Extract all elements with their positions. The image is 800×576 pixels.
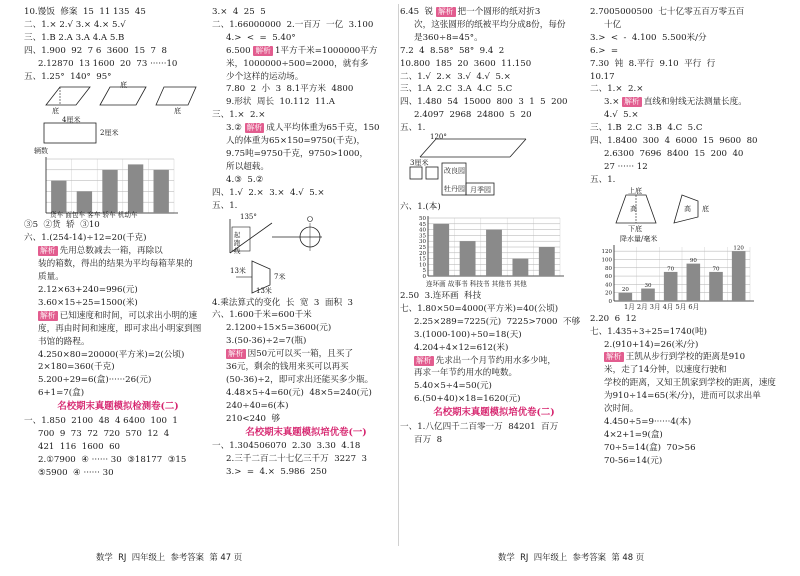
- answer-line: 2.1200÷15×5=3600(元): [226, 323, 332, 334]
- analysis-line: 是360÷8=45°。: [414, 32, 483, 43]
- analysis-line: 度，再由时间和速度，即可求出小明家到图: [38, 323, 202, 334]
- chart-svg: [590, 243, 780, 305]
- answer-line: 5.200÷29=6(盒)······26(元): [38, 375, 152, 386]
- answer-line: 2.25×289=7225(元) 7225>7000 不够: [414, 316, 581, 327]
- analysis-tag: 解析: [40, 310, 56, 320]
- tick-label: 35: [419, 233, 426, 240]
- answer-line: 7.80 2 小 3 8.1平方米 4800: [226, 84, 354, 95]
- analysis-line: 6.45 锐 解析 把一个圆形的纸对折3: [400, 7, 541, 17]
- tick-label: 20: [419, 250, 426, 257]
- base-label: 底: [52, 107, 59, 116]
- answer-line: 6+1=7(盒): [38, 388, 85, 399]
- analysis-line: 再求一年节约用水的吨数。: [414, 368, 518, 379]
- chart-category-labels: 1月 2月 3月 4月 5月 6月: [624, 302, 700, 311]
- data-label: 90: [689, 257, 697, 264]
- answer-line: 4.③ 5.②: [226, 174, 264, 185]
- answer-line: 3.× 4 25 5: [212, 7, 266, 17]
- answer-line: ③5 ②货 轿 ③10: [24, 220, 100, 231]
- answer-line: 10.800 185 20 3600 11.150: [400, 58, 532, 69]
- tick-label: 60: [605, 273, 612, 280]
- answer-line: 百万 8: [414, 434, 443, 445]
- answer-line: 2.4097 2968 24800 5 20: [414, 110, 532, 121]
- start-line-label: 起跑线: [234, 230, 241, 255]
- data-label: 70: [712, 266, 720, 273]
- garden-sketch: [400, 161, 588, 201]
- answer-line: 7.2 4 8.58° 58° 9.4 2: [400, 45, 505, 56]
- angle-label: 135°: [240, 212, 257, 221]
- answer-line: 2.(910+14)=26(米/分): [604, 339, 699, 350]
- analysis-line: 次时间。: [604, 404, 639, 415]
- base-label: 底: [120, 81, 127, 90]
- answer-line: 二、1.√ 2.× 3.√ 4.√ 5.×: [400, 71, 511, 82]
- chart-svg: [24, 155, 212, 220]
- section-title: 名校期末真题模拟培优卷(二): [433, 407, 555, 419]
- answer-line: 4.乘法算式的变化 长 宽 3 面积 3: [212, 297, 353, 308]
- answer-line: 3.(50-36)÷2=7(瓶): [226, 336, 307, 347]
- bar: [619, 292, 633, 300]
- bottom-base-label: 下底: [628, 224, 642, 233]
- height-label: 高: [684, 204, 691, 213]
- answer-line: 四、1.√ 2.× 3.× 4.√ 5.×: [212, 187, 325, 198]
- analysis-line: (50-36)÷2，即可求出还能买多少瓶。: [226, 374, 374, 385]
- answer-line: 六、1.600千米=600千米: [212, 310, 312, 321]
- analysis-tag: 解析: [246, 123, 263, 133]
- tick-label: 20: [605, 290, 612, 297]
- answer-line: 2.①7900 ④ ······ 30 ③18177 ③15: [38, 454, 187, 465]
- tick-label: 45: [419, 221, 426, 228]
- answer-line: 70-56=14(元): [604, 455, 663, 466]
- analysis-line: 3.② 解析 成人平均体重为65千克，150: [226, 123, 380, 134]
- analysis-line: 解析 已知速度和时间，可以求出小明的速: [40, 310, 198, 321]
- answer-line: 三、1.× 2.×: [212, 110, 266, 121]
- answer-line: 十亿: [604, 19, 622, 30]
- answer-line: 10.17: [590, 71, 615, 82]
- analysis-line: 人的体重为65×150=9750(千克)，: [226, 136, 366, 147]
- answer-line: 三、1.A 2.C 3.A 4.C 5.C: [400, 84, 513, 95]
- analysis-line: 6.500 解析 1平方千米=1000000平方: [226, 45, 378, 56]
- answer-line: 4.250×80=20000(平方米)=2(公顷): [38, 349, 185, 360]
- answer-line: 一、1.八亿四千二百零一万 84201 百万: [400, 422, 559, 433]
- length-label: 13米: [256, 286, 272, 295]
- garden-figure: [400, 161, 588, 201]
- answer-line: 9.形状 周长 10.112 11.A: [226, 97, 335, 108]
- tick-label: 10: [419, 262, 426, 269]
- bar-chart-rainfall: [590, 235, 780, 313]
- length-label: 7米: [274, 272, 286, 281]
- answer-line: 七、1.80×50=4000(平方米)=40(公顷): [400, 303, 559, 314]
- data-label: 30: [644, 282, 652, 289]
- answer-line: 二、1.× 2.×: [590, 84, 644, 95]
- answer-line: 70÷5=14(盒) 70>56: [604, 442, 696, 453]
- length-label: 3厘米: [410, 159, 429, 168]
- analysis-tag: 解析: [255, 45, 271, 55]
- answer-line: 五、1.: [590, 174, 616, 185]
- width-label: 2厘米: [100, 129, 119, 138]
- analysis-line: 书馆的路程。: [38, 336, 90, 347]
- bar: [486, 230, 502, 276]
- bar: [732, 251, 746, 301]
- garden-label: 改良园: [444, 167, 465, 176]
- bar: [460, 241, 476, 276]
- bar: [709, 272, 723, 301]
- tick-label: 15: [419, 256, 426, 263]
- tick-label: 50: [419, 215, 426, 222]
- tick-label: 0: [608, 298, 612, 305]
- bar: [102, 170, 117, 213]
- angle-label: 120°: [430, 133, 447, 142]
- tick-label: 80: [605, 265, 612, 272]
- rectangle-figure: [24, 117, 212, 147]
- analysis-line: 质量。: [38, 272, 64, 283]
- answer-line: 4.> < = 5.40°: [226, 32, 296, 43]
- garden-label: 月季园: [470, 186, 491, 195]
- tick-label: 120: [601, 248, 612, 255]
- answer-line: 3.> = 4.× 5.986 250: [226, 467, 327, 478]
- tick-label: 100: [601, 257, 612, 264]
- analysis-tag: 解析: [228, 349, 244, 359]
- analysis-line: 少个这样的运动场。: [226, 71, 304, 82]
- answer-line: 四、1.480 54 15000 800 3 1 5 200: [400, 97, 568, 108]
- tick-label: 30: [419, 239, 426, 246]
- answer-line: 2.50 3.连环画 科技: [400, 290, 482, 301]
- answer-line: 421 116 1600 60: [38, 441, 121, 452]
- analysis-line: 3.× 解析 直线和射线无法测量长度。: [604, 97, 747, 108]
- answer-line: 2.6300 7696 8400 15 200 40: [604, 148, 744, 159]
- answer-line: 27 ······ 12: [604, 161, 648, 172]
- analysis-line: 米，1000000÷500=2000，就有多: [226, 58, 369, 69]
- answer-line: 3.(1000-100)÷50=18(天): [414, 329, 522, 340]
- answer-line: 3.> < - 4.100 5.500米/分: [590, 32, 707, 43]
- section-title: 名校期末真题模拟培优卷(一): [245, 426, 367, 438]
- bar: [687, 263, 701, 300]
- chart-unit: 降水量/毫米: [620, 234, 658, 243]
- base-label: 底: [702, 204, 709, 213]
- column-1: [24, 6, 212, 480]
- answer-line: 210<240 够: [226, 413, 281, 424]
- analysis-line: 为910÷14=65(米/分)，进而可以求出单: [604, 391, 761, 402]
- bar: [154, 170, 169, 213]
- analysis-tag: 解析: [624, 97, 640, 107]
- analysis-line: 解析 王凯从步行到学校的距离是910: [606, 352, 746, 363]
- answer-line: 4×2+1=9(盒): [604, 429, 663, 440]
- answer-line: 五、1.: [400, 123, 426, 134]
- bar-chart-books: [400, 214, 588, 290]
- section-title: 名校期末真题模拟检测卷(二): [57, 401, 179, 413]
- answer-line: 7.30 钝 8.平行 9.10 平行 行: [590, 58, 716, 69]
- data-label: 70: [667, 266, 675, 273]
- answer-line: 2.7005000500 七十亿零五百万零五百: [590, 7, 745, 17]
- answer-line: 四、1.8400 300 4 6000 15 9600 80: [590, 136, 758, 147]
- answer-line: ⑤5900 ④ ······ 30: [38, 467, 114, 478]
- analysis-line: 学校的距离，又知王凯家到学校的距离，速度: [604, 378, 776, 389]
- analysis-line: 36元，剩余的钱用来买可以再买: [226, 362, 349, 373]
- analysis-tag: 解析: [437, 7, 454, 16]
- answer-line: 三、1.B 2.A 3.A 4.A 5.B: [24, 32, 125, 43]
- tick-label: 25: [419, 244, 426, 251]
- answer-line: 3.60×15÷25=1500(米): [38, 297, 138, 308]
- tick-label: 40: [605, 282, 612, 289]
- answer-line: 二、1.66000000 2.一百万 一亿 3.100: [212, 19, 374, 30]
- answer-line: 七、1.435÷3÷25=1740(吨): [590, 326, 707, 337]
- analysis-line: 解析 因50元可以买一箱，且买了: [228, 349, 354, 360]
- answer-line: 700 9 73 72 720 570 12 4: [38, 428, 170, 439]
- answer-line: 4.204÷4×12=612(米): [414, 342, 509, 353]
- bar: [433, 224, 449, 276]
- top-base-label: 上底: [628, 186, 642, 195]
- answer-line: 四、1.900 92 7 6 3600 15 7 8: [24, 45, 167, 56]
- length-label: 4厘米: [62, 116, 81, 125]
- bar: [51, 181, 66, 213]
- height-label: 高: [630, 204, 637, 213]
- analysis-line: 所以超载。: [226, 161, 269, 172]
- answer-line: 6.> =: [590, 45, 619, 56]
- data-label: 120: [733, 245, 744, 252]
- analysis-tag: 解析: [416, 355, 432, 365]
- column-4: [590, 6, 780, 468]
- answer-line: 2.三千二百二十七亿三千万 3227 3: [226, 454, 367, 465]
- chart-unit: 辆数: [34, 147, 48, 156]
- answer-line: 5.40×5÷4=50(元): [414, 381, 492, 392]
- chart-category-labels: 连环画 故事书 科技书 其他书 其他: [426, 279, 527, 288]
- analysis-line: 解析 先用总数减去一箱，再除以: [40, 246, 163, 257]
- answer-line: 二、1.× 2.√ 3.× 4.× 5.√: [24, 19, 126, 30]
- base-label: 底: [174, 107, 181, 116]
- trapezoid-figure: [590, 187, 780, 235]
- tick-label: 40: [419, 227, 426, 234]
- trapezoid-figure: [212, 257, 400, 297]
- bar: [512, 259, 528, 276]
- answer-line: 240÷40=6(本): [226, 400, 289, 411]
- answer-line: 4.√ 5.×: [604, 110, 639, 121]
- answer-line: 2×180=360(千克): [38, 362, 115, 373]
- analysis-tag: 解析: [606, 352, 622, 362]
- answer-line: 一、1.304506070 2.30 3.30 4.18: [212, 441, 361, 452]
- angle-track-figure: [212, 213, 400, 257]
- column-3: [400, 6, 588, 447]
- answer-line: 4.450÷5=9······4(本): [604, 416, 692, 427]
- bar: [664, 272, 678, 301]
- garden-label: 牡丹园: [444, 185, 465, 194]
- answer-line: 4.48×5÷4=60(元) 48×5=240(元): [226, 387, 372, 398]
- answer-line: 六、1.(254-14)÷12=20(千克): [24, 233, 147, 244]
- answer-line: 三、1.B 2.C 3.B 4.C 5.C: [590, 123, 703, 134]
- column-2: [212, 6, 400, 479]
- length-label: 13米: [230, 266, 246, 275]
- analysis-tag: 解析: [40, 246, 56, 256]
- tick-label: 0: [422, 273, 426, 280]
- bar: [128, 165, 143, 214]
- analysis-line: 装的箱数，得出的结果为平均每箱苹果的: [38, 259, 193, 270]
- tick-label: 5: [422, 268, 426, 275]
- answer-line: 2.20 6 12: [590, 313, 637, 324]
- parallelogram-figures: [24, 83, 212, 117]
- page-footer-right: 数学 RJ 四年级上 参考答案 第 48 页: [498, 552, 645, 562]
- answer-line: 2.12×63+240=996(元): [38, 284, 138, 295]
- answer-line: 6.(50+40)×18=1620(元): [414, 394, 521, 405]
- analysis-line: 米，走了14分钟，以速度行驶和: [604, 365, 727, 376]
- answer-line: 10.馒饭 修案 15 11 135 45: [24, 7, 146, 17]
- chart-svg: [400, 214, 588, 280]
- analysis-line: 次，这张圆形的纸被平均分成8份，每份: [414, 19, 566, 30]
- bar-chart-vehicles: [24, 147, 212, 219]
- answer-line: 2.12870 13 1600 20 73 ······10: [38, 58, 178, 69]
- data-label: 20: [621, 286, 629, 293]
- answer-line: 六、1.(本): [400, 202, 441, 213]
- analysis-line: 解析 先求出一个月节约用水多少吨，: [416, 355, 556, 366]
- answer-line: 一、1.850 2100 48 4 6400 100 1: [24, 416, 178, 427]
- angle-figure: [400, 135, 588, 161]
- bar: [641, 288, 655, 300]
- page-footer-left: 数学 RJ 四年级上 参考答案 第 47 页: [96, 552, 243, 562]
- answer-line: 五、1.25° 140° 95°: [24, 71, 112, 82]
- answer-line: 五、1.: [212, 200, 238, 211]
- trapezoid-sketch: [212, 257, 400, 297]
- analysis-line: 9.75吨=9750千克，9750>1000，: [226, 148, 369, 159]
- angle-sketch: [400, 135, 588, 161]
- chart-category-labels: 货车 面包车 客车 轿车 机动车: [50, 211, 138, 220]
- bar: [539, 247, 555, 276]
